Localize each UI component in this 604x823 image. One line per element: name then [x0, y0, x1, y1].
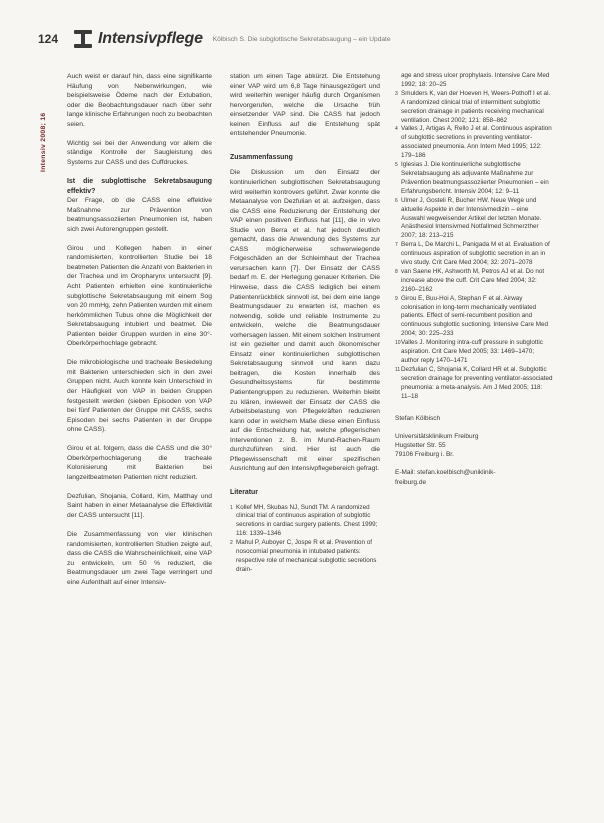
- section-heading-literature: Literatur: [230, 488, 258, 496]
- address-line: 79106 Freiburg i. Br.: [395, 451, 454, 459]
- paragraph: Wichtig sei bei der Anwendung vor allem die ständige Kontrolle der Saugleistung des Systems zur CASS und des Cuffdruckes.: [67, 139, 212, 166]
- reference-item: 1 Kollef MH, Skubas NJ, Sundt TM. A randomized clinical trial of continuous aspiration of subglottic secretions in cardiac surgery patients. Chest 1999; 116: 1339–1346: [230, 503, 378, 538]
- paragraph: Der Frage, ob die CASS eine effektive Maßnahme zur Prävention von beatmungsassoziierten Pneumonien ist, haben sich zwei Autorengruppen gestellt.: [67, 197, 212, 233]
- reference-item: 11 Dezfulian C, Shojania K, Collard HR et al. Subglottic secretion drainage for preventing ventilator-associated pneumonia: a meta-analysis. Am J Med 2005; 118: 11–18: [395, 365, 553, 400]
- address-line: Universitätsklinikum Freiburg: [395, 432, 479, 440]
- reference-item: 4 Valles J, Artigas A, Rello J et al. Continuous aspiration of subglottic secretions in preventing ventilator-associated pneumonia. Ann Intern Med 1995; 122: 179–186: [395, 125, 552, 160]
- column-3: [395, 72, 553, 487]
- side-label: [30, 72, 47, 182]
- section-heading-summary: Zusammenfassung: [230, 153, 293, 161]
- page-number: 124: [38, 32, 59, 46]
- email-line[interactable]: freiburg.de: [395, 478, 427, 486]
- paragraph: Girou et al. folgern, dass die CASS und die 30° Oberkörperhochlagerung die tracheale Kolonisierung mit Bakterien bei langzeitbeatmeten Patienten nicht reduziert.: [67, 445, 212, 481]
- reference-list: [230, 504, 380, 575]
- reference-item: 5 Iglesias J. Die kontinuierliche subglottische Sekretabsaugung als adjuvante Maßnahme zur Prävention beatmungsassoziierter Pneumonien – ein Erfahrungsbericht. Intensiv 2004; 12: 9–11: [395, 161, 549, 195]
- section-heading: Ist die subglottische Sekretabsaugung effektiv?: [67, 177, 212, 195]
- address-line: Hugstetter Str. 55: [395, 441, 446, 449]
- reference-item: 6 Ulmer J, Gosteli R, Bucher HW. Neue Wege und aktuelle Aspekte in der Intensivmedizin – eine Auswahl wegweisender Artikel der letzten Monate. Anästhesiol Intensivmed Notfallmed Schmerzther 2007; 18: 213–215: [395, 196, 542, 240]
- side-label-text: Intensiv 2008; 16: [40, 112, 47, 172]
- reference-item: 3 Smulders K, van der Hoeven H, Weers-Pothoff I et al. A randomized clinical trial of intermittent subglottic secretion drainage in patients receiving mechanical ventilation. Chest 2002; 121: 858–862: [395, 89, 551, 124]
- paragraph: Dezfulian, Shojania, Collard, Kim, Matthay und Saint haben in einer Metaanalyse die Effektivität der CASS untersucht [11].: [67, 492, 212, 519]
- paragraph: Auch weist er darauf hin, dass eine signifikante Häufung von Nebenwirkungen, wie beispielsweise Ödeme nach der Extubation, oder die Beobachtungsdauer nach über sehr lange klinische Erfahrungen noch zu beobachten seien.: [67, 73, 212, 128]
- journal-brand: Intensivpflege: [98, 30, 203, 47]
- running-head: Kölbisch S. Die subglottische Sekretabsaugung – ein Update: [212, 35, 391, 43]
- author-name: Stefan Kölbisch: [395, 414, 441, 422]
- paragraph: Die Diskussion um den Einsatz der kontinuierlichen subglottischen Sekretabsaugung wird weiterhin kontrovers geführt. Zwar konnte die Metaanalyse von Dezfulian et al. aufzeigen, dass die CASS eine Reduzierung der Entstehung der VAP einen positiven Einfluss hat [11], die in vivo Studie von Berra et al. hat jedoch deutlich gemacht, dass die Anwendung des Systems zur CASS möglicherweise schwerwiegende Folgeschäden an der Schleimhaut der Trachea verursachen kann [7]. Der Einsatz der CASS bedarf m. E. der Herlegung genauer Kriterien. Die Hinweise, dass die CASS lediglich bei einem Patientenrückblick sinnvoll ist, bei dem eine lange Beatmungsdauer zu erwarten ist, machen es notwendig, solide und reliable Instrumente zu entwickeln, welche die Beatmungsdauer vorhersagen lassen. Mit einem solchen Instrument ist ein gezielter und damit auch ökonomischer Einsatz einer kontinuierlichen subglottischen Sekretabsaugung sinnvoll und kann dazu beitragen, die Kosten innerhalb des Gesundheitssystems für bestimmte Patientengruppen zu reduzieren. Weiterhin bleibt zu klären, inwieweit der Einsatz der CASS die Arbeitsbelastung von Pflegekräften reduzieren kann oder in welchem Maße diese einen Einfluss auf die Entscheidung hat, welche pflegerischen Interventionen z. B. im Mund-Rachen-Raum durchzuführen sind. Hier ist auch die Pflegewissenschaft mit einer spezifischen Ausrichtung auf den Intensivpflegebereich gefragt.: [230, 169, 380, 473]
- paragraph: Die Zusammenfassung von vier klinischen randomisierten, kontrollierten Studien zeigte auf, dass die CASS die Wahrscheinlichkeit, eine VAP zu entwickeln, um 50 % reduziert, die Beatmungsdauer um zwei Tage verringert und eine Aufenthalt auf einer Intensiv-: [67, 531, 212, 586]
- reference-item: 8 van Saene HK, Ashworth M, Petros AJ et al. Do not increase above the cuff. Crit Care Med 2004; 32: 2160–2162: [395, 267, 545, 293]
- column-1: [67, 72, 212, 597]
- column-2: [230, 72, 380, 575]
- paragraph: Girou und Kollegen haben in einer randomisierten, kontrollierten Studie bei 18 beatmeten Patienten die Anzahl von Bakterien in der Trachea und im Oropharynx untersucht [9]. Acht Patienten erhielten eine kontinuierliche subglottische Sekretabsaugung mit einem Sog von 20 mmHg, zehn Patienten wurden mit einem herkömmlichen Tubus ohne die Möglichkeit der Sekretabsaugung intubiert und beatmet. Die Patienten beider Gruppen wurden in eine 30°-Oberkörperhochlage gebracht.: [67, 244, 212, 348]
- reference-item: 9 Girou E, Buu-Hoi A, Stephan F et al. Airway colonisation in long-term mechanically ventilated patients. Effect of semi-recumbent position and continuous subglottic suctioning. Intensive Care Med 2004; 30: 225–233: [395, 294, 549, 338]
- reference-item: 2 Mahul P, Auboyer C, Jospe R et al. Prevention of nosocomial pneumonia in intubated patients: respective role of mechanical subglottic secretions drain-: [230, 539, 377, 573]
- reference-item: age and stress ulcer prophylaxis. Intensive Care Med 1992; 18: 20–25: [401, 72, 550, 88]
- paragraph: station um einen Tage abkürzt. Die Entstehung einer VAP wird um 6,8 Tage hinausgezögert und wird weiterhin weniger häufig durch Organismen hervorgerufen, welche die Ursache früh einsetzender VAP sind. Die CASS hat jedoch keinen Einfluss auf die Entstehung spät entstehender Pneumonie.: [230, 73, 380, 138]
- journal-logo-icon: [72, 29, 94, 49]
- reference-list-continued: [395, 72, 553, 402]
- author-block: [395, 414, 553, 487]
- reference-item: 7 Berra L, De Marchi L, Panigada M et al. Evaluation of continuous aspiration of subglottic secretion in an in vivo study. Crit Care Med 2004; 32: 2071–2078: [395, 241, 550, 267]
- email-line[interactable]: E-Mail: stefan.koelbisch@uniklinik-: [395, 469, 496, 477]
- paragraph: Die mikrobiologische und tracheale Besiedelung mit Bakterien unterschieden sich in den zwei Gruppen nicht. Auch konnte kein Unterschied in der Häufigkeit von VAP in beiden Gruppen festgestellt werden (sieben Episoden von VAP bei fünf Patienten der Gruppe mit CASS, sechs Episoden bei sechs Patienten in der Gruppe ohne CASS).: [67, 359, 212, 434]
- page-header: [38, 28, 574, 50]
- reference-item: 10 Valles J. Monitoring intra-cuff pressure in subglottic aspiration. Crit Care Med 2005; 33: 1469–1470; author reply 1470–1471: [395, 339, 543, 364]
